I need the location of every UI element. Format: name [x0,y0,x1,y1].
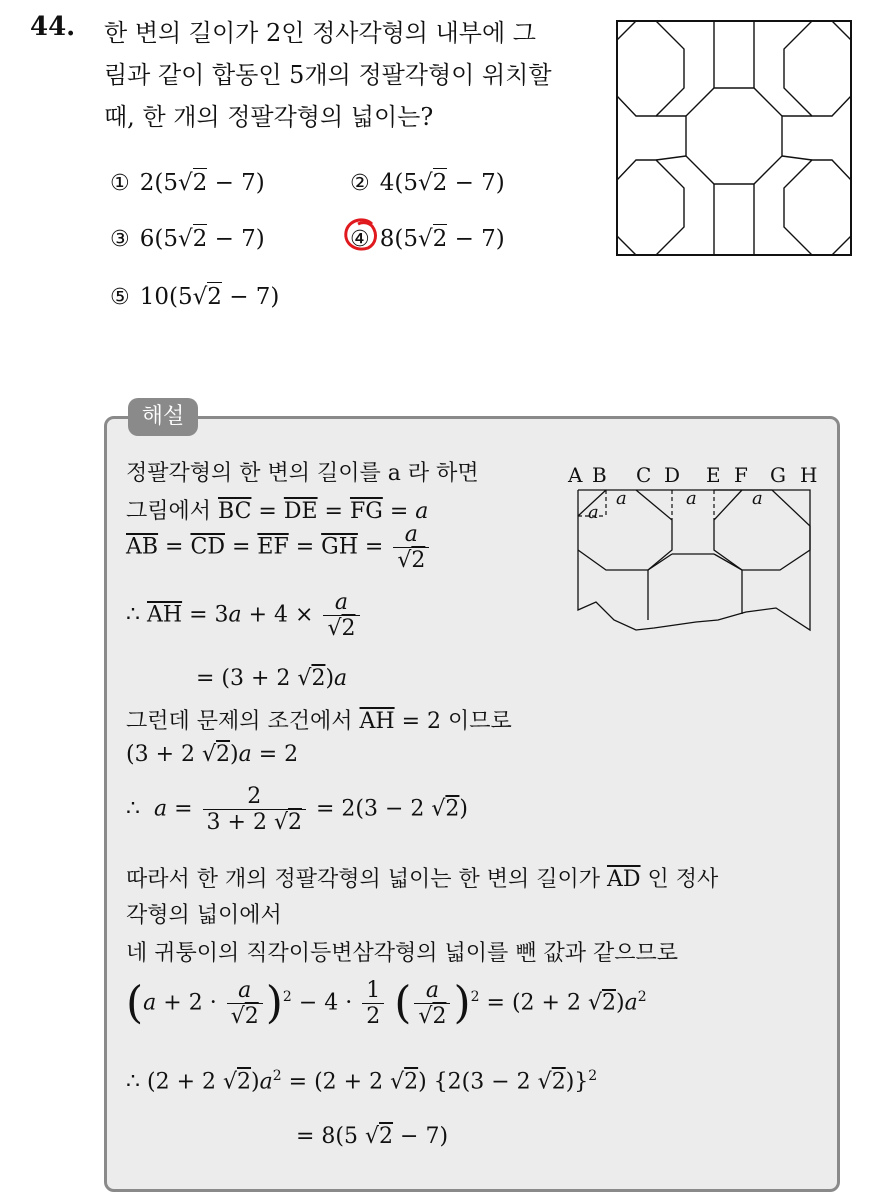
choice-marker: ⑤ [110,285,130,310]
question-text [104,12,594,138]
label-g: G [770,463,786,487]
question-line: 때, 한 개의 정팔각형의 넓이는? [104,103,434,131]
label-c: C [636,463,652,487]
label-b: B [592,463,607,487]
sqrt-2: √2 [177,170,208,196]
choice-5[interactable]: ⑤ 10(5√2 − 7) [110,284,280,310]
solution-line-7: (3 + 2 √2)a = 2 [126,742,299,767]
label-e: E [706,463,721,487]
choice-marker: ① [110,171,130,196]
fig-var-a: a [588,502,599,523]
choice-marker: ② [350,171,370,196]
choice-4[interactable]: ④ 8(5√2 − 7) [350,226,505,252]
label-h: H [800,463,818,487]
question-line: 림과 같이 합동인 5개의 정팔각형이 위치할 [104,61,552,89]
solution-line-1: 정팔각형의 한 변의 길이를 a 라 하면 [126,461,479,486]
solution-line-8: ∴ a = $\frac{2}{3 + 2 √2}$ = 2(3 − 2 √2) [126,784,469,835]
solution-line-12: (a + 2 · $\frac{a}{√2}$ )$^2$ − 4 · $\frac{1}{2}$ ( $\frac{a}{√2}$ )$^2$ = (2 + 2 $√2)a^2$ [126,977,647,1029]
label-f: F [734,463,748,487]
fig-var-a: a [686,488,697,509]
choice-1[interactable]: ① 2(5√2 − 7) [110,170,265,196]
solution-line-4: ∴ $\overline{AH} = 3a + 4$ × $\frac{a}{√2}$ [126,590,363,641]
choice-marker: ④ [350,227,370,252]
sqrt-2: √2 [177,226,208,252]
question-line: 한 변의 길이가 2인 정사각형의 내부에 그 [104,19,536,47]
choice-3[interactable]: ③ 6(5√2 − 7) [110,226,265,252]
question-number: 44. [30,12,76,42]
choice-marker: ③ [110,227,130,252]
solution-figure [566,460,826,640]
label-a: A [568,463,583,487]
problem-figure [616,20,852,256]
solution-line-2: 그림에서 $\overline{BC} = \overline{DE} = \overline{FG} = a$ [126,499,429,524]
solution-badge: 해설 [128,398,198,436]
fig-var-a: a [752,488,763,509]
solution-line-11: 네 귀퉁이의 직각이등변삼각형의 넓이를 뺀 값과 같으므로 [126,941,679,966]
sqrt-2: √2 [417,226,448,252]
sqrt-2: √2 [192,284,222,310]
solution-result: = 8(5 √2 − 7) [296,1124,449,1149]
solution-line-5: = (3 + 2 √2)a [196,666,348,691]
sqrt-2: √2 [417,170,448,196]
choice-2[interactable]: ② 4(5√2 − 7) [350,170,505,196]
solution-line-6: 그런데 문제의 조건에서 $\overline{AH} = 2$ 이므로 [126,709,512,734]
label-d: D [664,463,681,487]
fig-var-a: a [616,488,627,509]
solution-line-3: $\overline{AB} = \overline{CD} = \overline{EF} = \overline{GH}$ = $\frac{a}{√2}$ [126,522,432,573]
answer-circle-mark [342,216,380,254]
solution-line-13: ∴ (2 + 2 $√2)a^2 = (2 + 2$ √2) {2(3 − 2 √2)}$^2$ [126,1068,598,1095]
solution-line-9: 따라서 한 개의 정팔각형의 넓이는 한 변의 길이가 $\overline{AD}$ 인 정사 [126,867,719,892]
solution-line-10: 각형의 넓이에서 [126,903,282,928]
